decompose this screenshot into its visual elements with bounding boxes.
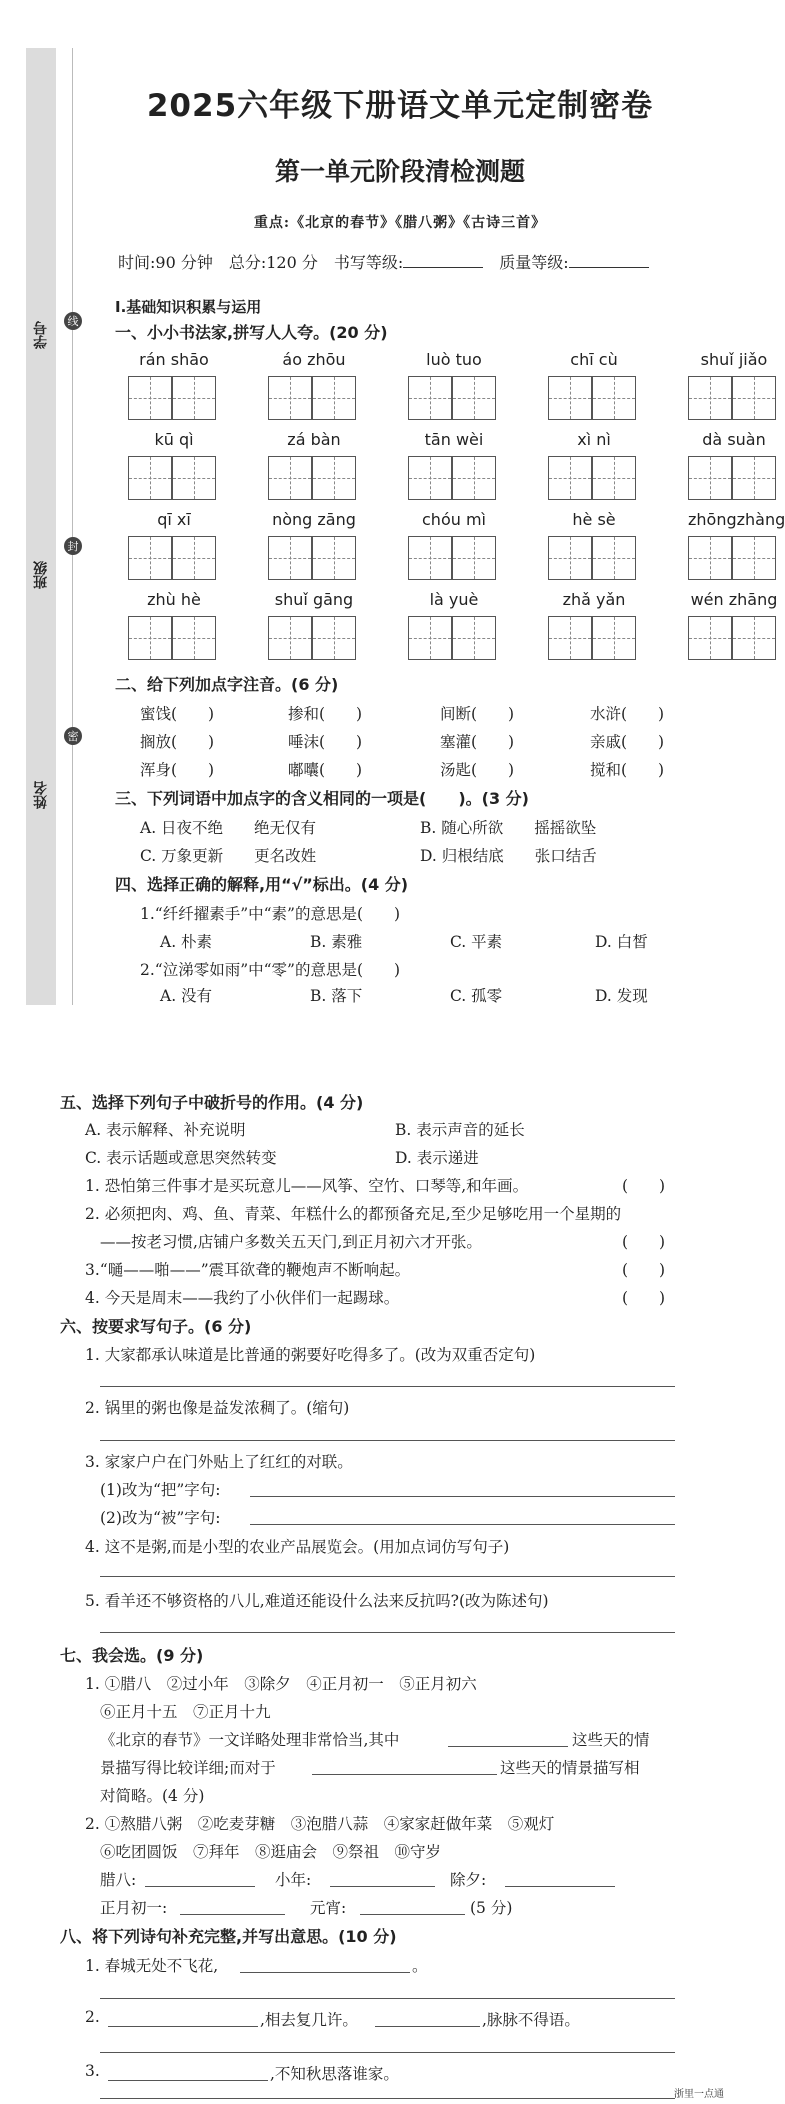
q3-option-b[interactable]: B. 随心所欲 摇摇欲坠 <box>420 819 597 837</box>
writing-box[interactable] <box>312 536 356 580</box>
watermark: 浙里一点通 <box>674 2089 724 2100</box>
writing-box[interactable] <box>732 536 776 580</box>
q2-item: 唾沫( ) <box>288 733 363 751</box>
q6-answer-line-4[interactable] <box>100 1576 675 1577</box>
q6-sentence-3b: (2)改为“被”字句: <box>100 1509 221 1527</box>
q7-points: (5 分) <box>470 1899 513 1917</box>
writing-box[interactable] <box>688 456 732 500</box>
class-label: 班级 <box>33 561 49 589</box>
q8-meaning-line-2[interactable] <box>100 2052 675 2053</box>
q4-sub2-option[interactable]: D. 发现 <box>595 987 648 1005</box>
seal-mark-mi: 密 <box>64 727 82 745</box>
q4-sub1-option[interactable]: C. 平素 <box>450 933 503 951</box>
q8-blank-2b[interactable] <box>375 2026 480 2027</box>
q7-blank-xiaonian[interactable] <box>330 1886 435 1887</box>
q5-answer-1[interactable]: ( ) <box>622 1177 666 1195</box>
q4-sub1-option[interactable]: A. 朴素 <box>160 933 213 951</box>
q2-item: 汤匙( ) <box>440 761 515 779</box>
page-gap <box>0 1005 744 1050</box>
q6-answer-line-1[interactable] <box>100 1386 675 1387</box>
q8-meaning-line-1[interactable] <box>100 1998 675 1999</box>
student-number-label: 学号 <box>33 321 49 349</box>
q8-poem-2a: 2. <box>85 2008 100 2026</box>
exam-focus: 重点:《北京的春节》《腊八粥》《古诗三首》 <box>253 215 547 231</box>
pinyin-label: dà suàn <box>702 430 766 449</box>
q3-title: 三、下列词语中加点字的含义相同的一项是( )。(3 分) <box>115 789 529 808</box>
q7-blank-detail[interactable] <box>448 1746 568 1747</box>
q3-option-a[interactable]: A. 日夜不绝 绝无仅有 <box>140 819 317 837</box>
exam-meta <box>118 250 718 273</box>
q6-sentence-2: 2. 锅里的粥也像是益发浓稠了。(缩句) <box>85 1399 350 1417</box>
writing-box[interactable] <box>548 616 592 660</box>
q7-list-2: ⑥正月十五 ⑦正月十九 <box>100 1703 271 1721</box>
q6-sentence-1: 1. 大家都承认味道是比普通的粥要好吃得多了。(改为双重否定句) <box>85 1346 536 1364</box>
q4-sub2-option[interactable]: A. 没有 <box>160 987 213 1005</box>
q6-answer-line-3a[interactable] <box>250 1496 675 1497</box>
q4-sub2-option[interactable]: C. 孤零 <box>450 987 503 1005</box>
q8-poem-1b: 。 <box>412 1957 428 1975</box>
q8-title: 八、将下列诗句补充完整,并写出意思。(10 分) <box>60 1927 397 1946</box>
writing-box[interactable] <box>408 376 452 420</box>
part-one-heading: Ⅰ.基础知识积累与运用 <box>115 298 262 316</box>
writing-box[interactable] <box>732 456 776 500</box>
writing-box[interactable] <box>452 456 496 500</box>
writing-box[interactable] <box>172 616 216 660</box>
writing-box[interactable] <box>408 536 452 580</box>
q7-label-chuyi: 正月初一: <box>100 1899 168 1917</box>
writing-box[interactable] <box>268 376 312 420</box>
writing-box[interactable] <box>688 616 732 660</box>
q5-sentence-2b: ——按老习惯,店铺户多数关五天门,到正月初六才开张。 <box>100 1233 482 1251</box>
writing-box[interactable] <box>452 376 496 420</box>
q7-label-yuanxiao: 元宵: <box>310 1899 347 1917</box>
writing-box[interactable] <box>128 536 172 580</box>
q8-blank-3[interactable] <box>108 2080 268 2081</box>
writing-box[interactable] <box>268 616 312 660</box>
q7-list-7: ⑥吃团圆饭 ⑦拜年 ⑧逛庙会 ⑨祭祖 ⑩守岁 <box>100 1843 442 1861</box>
q2-title: 二、给下列加点字注音。(6 分) <box>115 675 339 694</box>
q4-sub2: 2.“泣涕零如雨”中“零”的意思是( ) <box>140 961 401 979</box>
q5-sentence-3: 3.“嗵——啪——”震耳欲聋的鞭炮声不断响起。 <box>85 1261 411 1279</box>
q2-item: 嘟囔( ) <box>288 761 363 779</box>
writing-grade: 书写等级: <box>334 250 483 273</box>
q5-option-c: C. 表示话题或意思突然转变 <box>85 1149 277 1167</box>
q7-label-xiaonian: 小年: <box>275 1871 312 1889</box>
q6-sentence-4: 4. 这不是粥,而是小型的农业产品展览会。(用加点词仿写句子) <box>85 1538 510 1556</box>
q6-sentence-5: 5. 看羊还不够资格的八儿,难道还能设什么法来反抗吗?(改为陈述句) <box>85 1592 549 1610</box>
writing-grade-blank[interactable] <box>403 267 483 268</box>
q8-poem-3b: ,不知秋思落谁家。 <box>270 2065 399 2083</box>
time-limit: 时间:90 分钟 <box>118 253 213 272</box>
q2-item: 蜜饯( ) <box>140 705 215 723</box>
q5-answer-4[interactable]: ( ) <box>622 1289 666 1307</box>
pinyin-label: hè sè <box>572 510 616 529</box>
q2-item: 亲戚( ) <box>590 733 665 751</box>
q4-sub1-option[interactable]: B. 素雅 <box>310 933 363 951</box>
q5-answer-3[interactable]: ( ) <box>622 1261 666 1279</box>
writing-box[interactable] <box>128 616 172 660</box>
writing-box[interactable] <box>172 456 216 500</box>
pinyin-label: qī xī <box>157 510 191 529</box>
q5-title: 五、选择下列句子中破折号的作用。(4 分) <box>60 1093 364 1112</box>
q8-poem-2c: ,脉脉不得语。 <box>482 2011 580 2029</box>
exam-subtitle: 第一单元阶段清检测题 <box>274 157 525 186</box>
q7-label-laba: 腊八: <box>100 1871 137 1889</box>
q7-text-3b: 这些天的情 <box>572 1731 650 1749</box>
pinyin-label: xì nì <box>577 430 611 449</box>
q3-option-c[interactable]: C. 万象更新 更名改姓 <box>140 847 317 865</box>
writing-box[interactable] <box>592 536 636 580</box>
q4-sub1: 1.“纤纤擢素手”中“素”的意思是( ) <box>140 905 401 923</box>
q7-list-6: 2. ①熬腊八粥 ②吃麦芽糖 ③泡腊八蒜 ④家家赶做年菜 ⑤观灯 <box>85 1815 555 1833</box>
q1-title: 一、小小书法家,拼写人人夸。(20 分) <box>115 323 388 342</box>
q7-label-chuxi: 除夕: <box>450 1871 487 1889</box>
pinyin-label: chī cù <box>570 350 618 369</box>
q4-sub2-option[interactable]: B. 落下 <box>310 987 363 1005</box>
q5-option-d: D. 表示递进 <box>395 1149 479 1167</box>
q7-text-4b: 这些天的情景描写相 <box>500 1759 640 1777</box>
q6-answer-line-3b[interactable] <box>250 1524 675 1525</box>
pinyin-label: zhǎ yǎn <box>562 590 626 609</box>
q7-text-3a: 《北京的春节》一文详略处理非常恰当,其中 <box>100 1731 400 1749</box>
writing-box[interactable] <box>268 536 312 580</box>
writing-box[interactable] <box>592 376 636 420</box>
pinyin-label: là yuè <box>429 590 479 609</box>
q6-answer-line-2[interactable] <box>100 1440 675 1441</box>
q2-item: 搅和( ) <box>590 761 665 779</box>
q8-blank-2a[interactable] <box>108 2026 258 2027</box>
pinyin-label: áo zhōu <box>282 350 346 369</box>
q5-sentence-2a: 2. 必须把肉、鸡、鱼、青菜、年糕什么的都预备充足,至少足够吃用一个星期的 <box>85 1205 622 1223</box>
pinyin-label: tān wèi <box>424 430 484 449</box>
q5-option-a: A. 表示解释、补充说明 <box>85 1121 246 1139</box>
writing-box[interactable] <box>312 456 356 500</box>
binding-line <box>72 48 73 1008</box>
q4-sub1-option[interactable]: D. 白皙 <box>595 933 648 951</box>
writing-box[interactable] <box>312 616 356 660</box>
q7-text-4a: 景描写得比较详细;而对于 <box>100 1759 276 1777</box>
writing-box[interactable] <box>128 376 172 420</box>
pinyin-label: shuǐ gāng <box>274 590 354 609</box>
q6-sentence-3a: (1)改为“把”字句: <box>100 1481 221 1499</box>
writing-box[interactable] <box>732 376 776 420</box>
q8-poem-2b: ,相去复几许。 <box>260 2011 358 2029</box>
pinyin-label: zá bàn <box>287 430 341 449</box>
q5-option-b: B. 表示声音的延长 <box>395 1121 525 1139</box>
writing-box[interactable] <box>548 456 592 500</box>
writing-box[interactable] <box>688 536 732 580</box>
writing-box[interactable] <box>172 376 216 420</box>
writing-box[interactable] <box>172 536 216 580</box>
writing-box[interactable] <box>548 536 592 580</box>
exam-title: 2025六年级下册语文单元定制密卷 <box>146 88 654 124</box>
pinyin-label: chóu mì <box>422 510 486 529</box>
q7-list-1: 1. ①腊八 ②过小年 ③除夕 ④正月初一 ⑤正月初六 <box>85 1675 477 1693</box>
quality-grade-blank[interactable] <box>569 267 649 268</box>
q6-title: 六、按要求写句子。(6 分) <box>60 1317 252 1336</box>
q5-answer-2[interactable]: ( ) <box>622 1233 666 1251</box>
q8-blank-1[interactable] <box>240 1972 410 1973</box>
pinyin-label: luò tuo <box>426 350 482 369</box>
name-label: 姓名 <box>33 781 49 809</box>
q2-item: 搁放( ) <box>140 733 215 751</box>
writing-box[interactable] <box>688 376 732 420</box>
writing-box[interactable] <box>452 536 496 580</box>
q7-blank-laba[interactable] <box>145 1886 255 1887</box>
q2-item: 间断( ) <box>440 705 515 723</box>
writing-box[interactable] <box>128 456 172 500</box>
page-one <box>0 0 785 1005</box>
writing-box[interactable] <box>548 376 592 420</box>
q6-sentence-3: 3. 家家户户在门外贴上了红红的对联。 <box>85 1453 353 1471</box>
pinyin-label: rán shāo <box>139 350 209 369</box>
q2-item: 水浒( ) <box>590 705 665 723</box>
q8-poem-3a: 3. <box>85 2062 100 2080</box>
writing-box[interactable] <box>312 376 356 420</box>
q7-text-5: 对简略。(4 分) <box>100 1787 205 1805</box>
pinyin-label: wén zhāng <box>690 590 778 609</box>
seal-mark-feng: 封 <box>64 537 82 555</box>
writing-box[interactable] <box>408 616 452 660</box>
q7-blank-chuyi[interactable] <box>180 1914 285 1915</box>
total-score: 总分:120 分 <box>228 253 318 272</box>
pinyin-label: kū qì <box>154 430 194 449</box>
pinyin-label: zhù hè <box>147 590 201 609</box>
q2-item: 掺和( ) <box>288 705 363 723</box>
writing-box[interactable] <box>452 616 496 660</box>
q6-answer-line-5[interactable] <box>100 1632 675 1633</box>
binding-strip <box>26 48 56 1008</box>
pinyin-label: shuǐ jiǎo <box>700 350 768 369</box>
q5-sentence-1: 1. 恐怕第三件事才是买玩意儿——风筝、空竹、口琴等,和年画。 <box>85 1177 529 1195</box>
writing-box[interactable] <box>408 456 452 500</box>
q8-meaning-line-3[interactable] <box>100 2098 675 2099</box>
q7-blank-yuanxiao[interactable] <box>360 1914 465 1915</box>
q3-option-d[interactable]: D. 归根结底 张口结舌 <box>420 847 597 865</box>
seal-mark-xian: 线 <box>64 312 82 330</box>
q7-blank-chuxi[interactable] <box>505 1886 615 1887</box>
writing-box[interactable] <box>592 456 636 500</box>
writing-box[interactable] <box>592 616 636 660</box>
q7-blank-brief[interactable] <box>312 1774 497 1775</box>
q8-poem-1a: 1. 春城无处不飞花, <box>85 1957 219 1975</box>
q4-title: 四、选择正确的解释,用“√”标出。(4 分) <box>115 875 409 894</box>
writing-box[interactable] <box>268 456 312 500</box>
q2-item: 浑身( ) <box>140 761 215 779</box>
pinyin-label: nòng zāng <box>272 510 356 529</box>
writing-box[interactable] <box>732 616 776 660</box>
q5-sentence-4: 4. 今天是周末——我约了小伙伴们一起踢球。 <box>85 1289 400 1307</box>
quality-grade: 质量等级: <box>499 250 648 273</box>
pinyin-label: zhōngzhàng <box>688 510 785 529</box>
q7-title: 七、我会选。(9 分) <box>60 1646 204 1665</box>
q2-item: 塞灌( ) <box>440 733 515 751</box>
